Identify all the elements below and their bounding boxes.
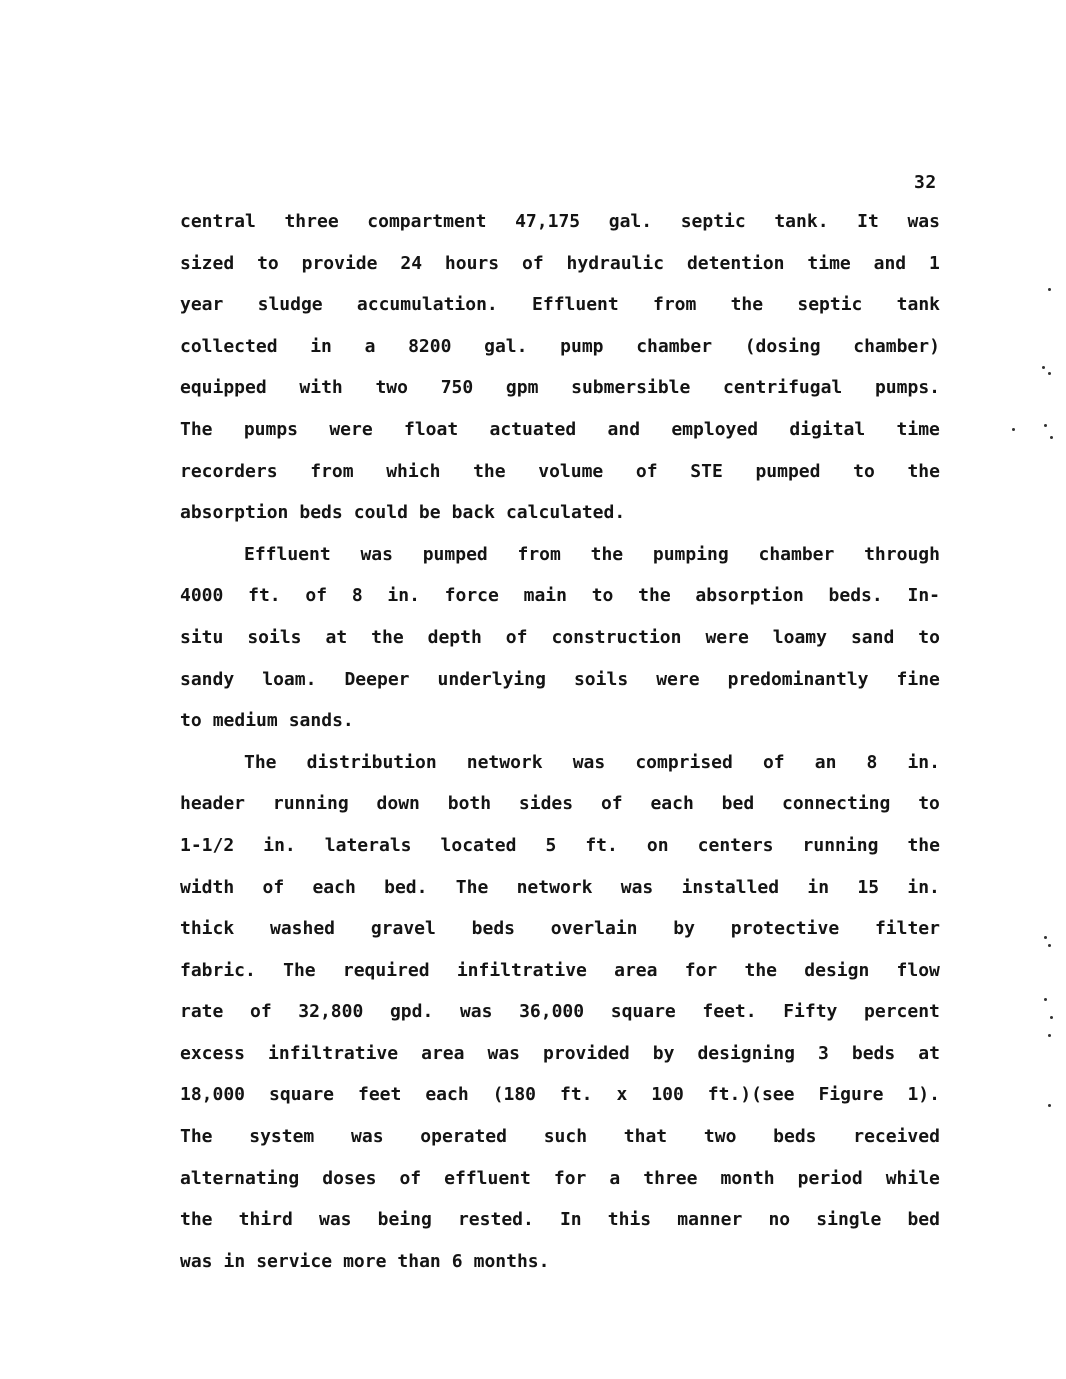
scan-speck (1048, 944, 1051, 947)
scan-speck (1012, 428, 1015, 431)
scan-speck (1044, 424, 1047, 427)
text-line: sized to provide 24 hours of hydraulic detention time and 1 (180, 252, 940, 274)
page-number: 32 (914, 172, 937, 193)
text-line: situ soils at the depth of construction were loamy sand to (180, 626, 940, 648)
text-line: alternating doses of effluent for a three month period while (180, 1167, 940, 1189)
text-line: width of each bed. The network was installed in 15 in. (180, 876, 940, 898)
text-line: fabric. The required infiltrative area for the design flow (180, 959, 940, 981)
text-line: absorption beds could be back calculated. (180, 502, 626, 524)
text-line: The distribution network was comprised of an 8 in. (244, 751, 940, 773)
text-line: 18,000 square feet each (180 ft. x 100 ft.)(see Figure 1). (180, 1084, 940, 1106)
scan-speck (1048, 288, 1051, 291)
text-line: rate of 32,800 gpd. was 36,000 square feet. Fifty percent (180, 1001, 940, 1023)
scan-speck (1048, 372, 1051, 375)
text-line: sandy loam. Deeper underlying soils were predominantly fine (180, 668, 940, 690)
scan-speck (1050, 436, 1053, 439)
scan-speck (1044, 936, 1047, 939)
text-line: 4000 ft. of 8 in. force main to the absorption beds. In- (180, 585, 940, 607)
scan-speck (1044, 998, 1047, 1001)
text-line: the third was being rested. In this manner no single bed (180, 1209, 940, 1231)
scan-speck (1048, 1034, 1051, 1037)
text-line: thick washed gravel beds overlain by protective filter (180, 918, 940, 940)
text-line: excess infiltrative area was provided by designing 3 beds at (180, 1042, 940, 1064)
scan-speck (1048, 1104, 1051, 1107)
document-body (180, 206, 940, 1287)
text-line: central three compartment 47,175 gal. septic tank. It was (180, 211, 940, 232)
text-line: equipped with two 750 gpm submersible centrifugal pumps. (180, 377, 940, 399)
text-line: Effluent was pumped from the pumping chamber through (244, 543, 940, 565)
text-line: to medium sands. (180, 710, 354, 732)
text-line: The pumps were float actuated and employed digital time (180, 418, 940, 440)
text-line: The system was operated such that two beds received (180, 1126, 940, 1148)
text-line: was in service more than 6 months. (180, 1250, 550, 1272)
scan-speck (1050, 1016, 1053, 1019)
text-line: year sludge accumulation. Effluent from the septic tank (180, 294, 940, 316)
text-line: header running down both sides of each bed connecting to (180, 793, 940, 815)
text-line: recorders from which the volume of STE pumped to the (180, 460, 940, 482)
scan-speck (1042, 366, 1045, 369)
text-line: 1-1/2 in. laterals located 5 ft. on centers running the (180, 834, 940, 856)
text-line: collected in a 8200 gal. pump chamber (dosing chamber) (180, 335, 940, 357)
